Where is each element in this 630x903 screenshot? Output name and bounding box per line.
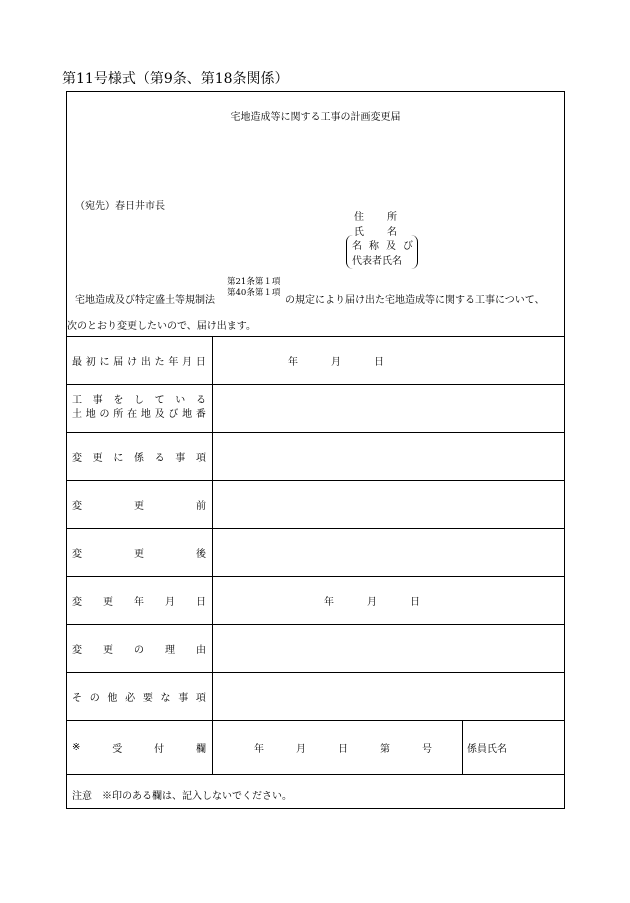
day-label: 日 <box>410 596 420 608</box>
change-date-label: 変 更 年 月 日 <box>72 596 206 608</box>
other-items-field[interactable] <box>212 672 564 720</box>
after-change-field[interactable] <box>212 528 564 576</box>
before-change-label: 変 更 前 <box>72 500 206 512</box>
row-divider <box>67 774 564 775</box>
law-ref-40: 第40条第１項 <box>227 288 281 298</box>
corp-label-char: 及 <box>386 241 396 252</box>
month-label: 月 <box>331 356 341 368</box>
notification-form <box>66 91 565 809</box>
change-item-field[interactable] <box>212 432 564 480</box>
address-label-char: 住 <box>354 212 364 223</box>
addressee: （宛先）春日井市長 <box>75 201 165 212</box>
form-note: 注意 ※印のある欄は、記入しないでください。 <box>72 791 292 802</box>
name-label-char: 名 <box>387 227 397 238</box>
body-text-line2: 次のとおり変更したいので、届け出ます。 <box>67 321 256 332</box>
body-law-name: 宅地造成及び特定盛土等規制法 <box>75 295 215 306</box>
column-divider <box>462 720 463 774</box>
reason-field[interactable] <box>212 624 564 672</box>
form-number: 第11号様式（第9条、第18条関係） <box>62 71 289 87</box>
change-date-field[interactable] <box>212 576 564 624</box>
corp-label-char: び <box>403 241 413 252</box>
year-label: 年 <box>288 356 298 368</box>
corp-label-char: 称 <box>369 241 379 252</box>
after-change-label: 変 更 後 <box>72 548 206 560</box>
other-items-label: そ の 他 必 要 な 事 項 <box>72 692 206 704</box>
clerk-name-label: 係員氏名 <box>467 743 507 755</box>
body-text-line1: の規定により届け出た宅地造成等に関する工事について、 <box>285 295 545 306</box>
reason-label: 変 更 の 理 由 <box>72 644 206 656</box>
address-label-char: 所 <box>387 212 397 223</box>
name-label-char: 氏 <box>354 227 364 238</box>
form-title: 宅地造成等に関する工事の計画変更届 <box>230 112 401 123</box>
first-notified-label: 最 初 に 届 け 出 た 年 月 日 <box>72 356 206 368</box>
month-label: 月 <box>367 596 377 608</box>
before-change-field[interactable] <box>212 480 564 528</box>
first-notified-date-field[interactable] <box>212 336 564 384</box>
location-field[interactable] <box>212 384 564 432</box>
reception-date-number: 年 月 日 第 号 <box>254 743 432 755</box>
law-ref-21: 第21条第１項 <box>227 277 281 287</box>
reception-label: ※ 受 付 欄 <box>72 741 206 755</box>
corp-label-char: 名 <box>352 241 362 252</box>
representative-name-label: 代表者氏名 <box>352 256 402 267</box>
day-label: 日 <box>374 356 384 368</box>
law-article-refs <box>227 277 280 299</box>
location-label: 工 事 を し て い る 土 地 の 所 在 地 及 び 地 番 <box>72 395 206 420</box>
change-item-label: 変 更 に 係 る 事 項 <box>72 452 206 464</box>
year-label: 年 <box>324 596 334 608</box>
